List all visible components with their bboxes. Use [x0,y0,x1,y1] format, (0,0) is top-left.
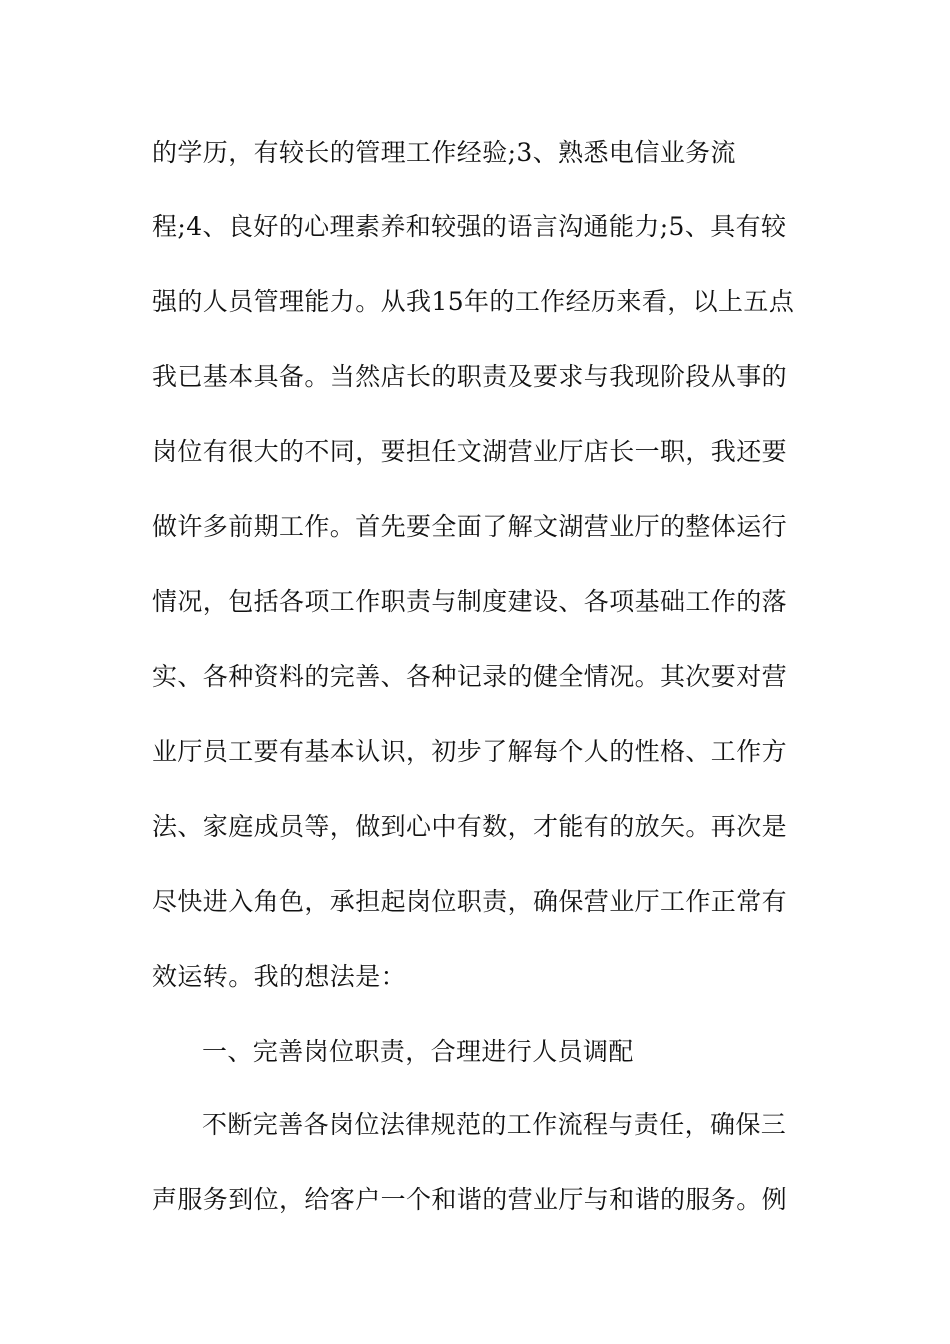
paragraph-line: 业厅员工要有基本认识，初步了解每个人的性格、工作方 [152,737,788,766]
paragraph-line: 的学历，有较长的管理工作经验;3、熟悉电信业务流 [152,138,736,167]
paragraph-line: 效运转。我的想法是： [152,962,407,991]
paragraph-line: 岗位有很大的不同，要担任文湖营业厅店长一职，我还要 [152,437,788,466]
section-heading: 一、完善岗位职责，合理进行人员调配 [202,1037,634,1066]
paragraph-line: 做许多前期工作。首先要全面了解文湖营业厅的整体运行 [152,512,788,541]
paragraph-line: 不断完善各岗位法律规范的工作流程与责任，确保三 [202,1110,787,1139]
paragraph-line: 尽快进入角色，承担起岗位职责，确保营业厅工作正常有 [152,887,788,916]
paragraph-line: 实、各种资料的完善、各种记录的健全情况。其次要对营 [152,662,788,691]
paragraph-line: 程;4、良好的心理素养和较强的语言沟通能力;5、具有较 [152,212,787,241]
paragraph-line: 法、家庭成员等，做到心中有数，才能有的放矢。再次是 [152,812,788,841]
paragraph-line: 声服务到位，给客户一个和谐的营业厅与和谐的服务。例 [152,1185,788,1214]
paragraph-line: 情况，包括各项工作职责与制度建设、各项基础工作的落 [152,587,788,616]
paragraph-line: 我已基本具备。当然店长的职责及要求与我现阶段从事的 [152,362,788,391]
paragraph-line: 强的人员管理能力。从我15年的工作经历来看，以上五点 [152,287,795,316]
